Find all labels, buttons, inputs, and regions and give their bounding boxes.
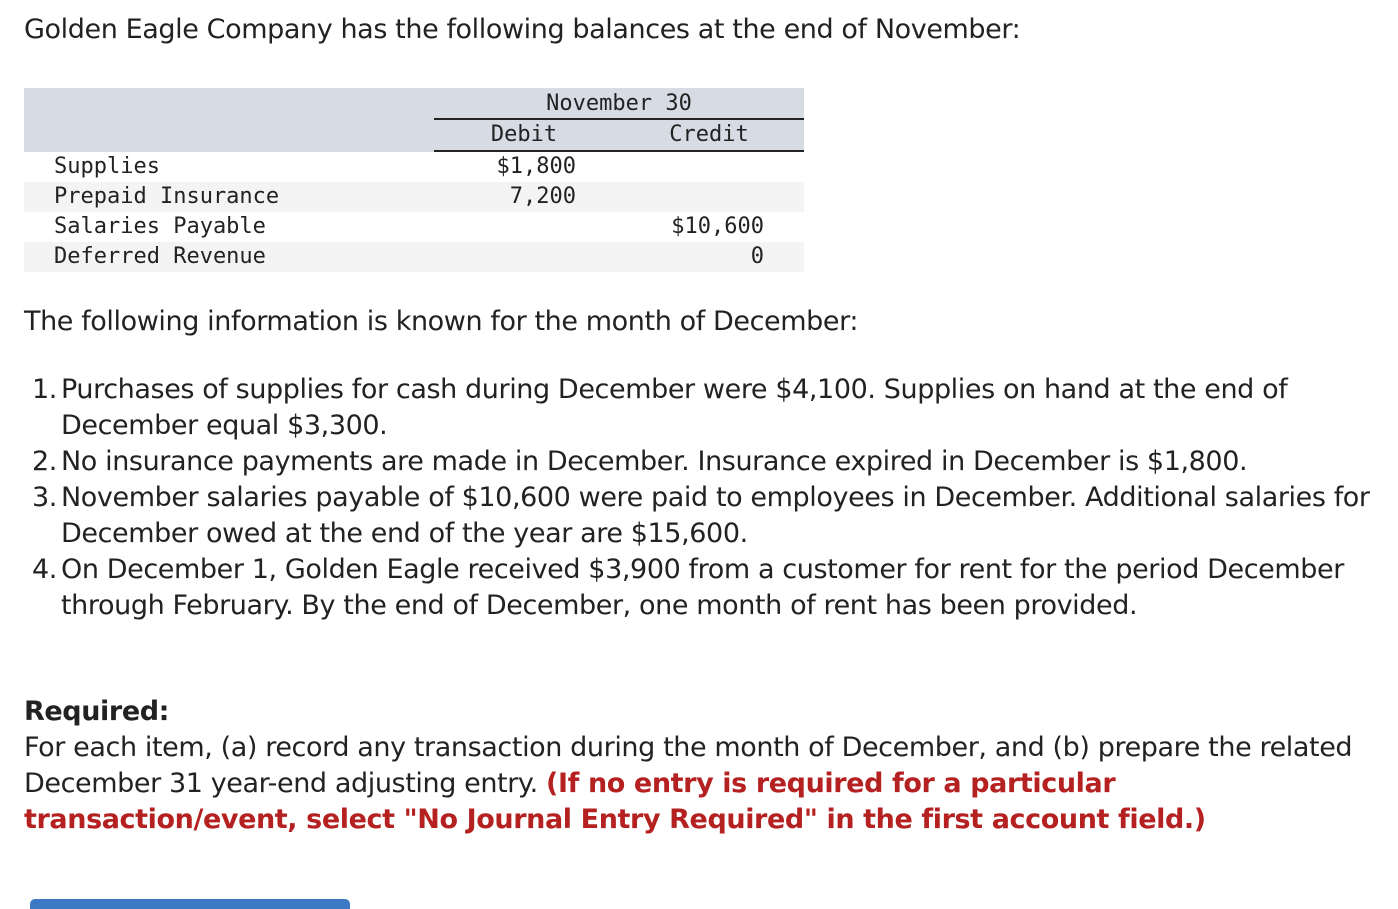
account-name: Salaries Payable [54, 214, 266, 239]
item-number: 4. [32, 554, 57, 585]
info-heading: The following information is known for the month of December: [24, 306, 859, 337]
item-number: 2. [32, 446, 57, 477]
item-number: 3. [32, 482, 57, 513]
bottom-tab[interactable] [30, 899, 350, 909]
list-item [24, 552, 1374, 624]
table-row [24, 242, 804, 272]
table-row [24, 212, 804, 242]
required-text: For each item, (a) record any transaction during the month of December, and (b) prepare the related December 31 year-end adjusting entry. [24, 732, 1353, 799]
credit-header: Credit [614, 120, 804, 152]
intro-text: Golden Eagle Company has the following balances at the end of November: [24, 14, 1021, 45]
item-number: 1. [32, 374, 57, 405]
date-header: November 30 [434, 90, 804, 120]
account-name: Deferred Revenue [54, 244, 266, 269]
item-text: On December 1, Golden Eagle received $3,900 from a customer for rent for the period December through February. By the end of December, one month of rent has been provided. [61, 554, 1344, 621]
account-name: Prepaid Insurance [54, 184, 280, 209]
credit-value: 0 [750, 244, 764, 269]
list-item [24, 480, 1374, 552]
list-item [24, 444, 1374, 480]
item-text: November salaries payable of $10,600 were paid to employees in December. Additional salaries for December owed at the end of the year are $15,600. [61, 482, 1370, 549]
credit-value: $10,600 [671, 214, 764, 239]
table-row [24, 182, 804, 212]
table-header [24, 88, 804, 152]
debit-header: Debit [434, 120, 614, 152]
required-note: (If no entry is required for a particular transaction/event, select "No Journal Entry Required" in the first account field.) [24, 768, 1206, 835]
item-list [24, 372, 1374, 624]
account-name: Supplies [54, 154, 160, 179]
debit-value: $1,800 [496, 154, 576, 179]
list-item [24, 372, 1374, 444]
item-text: Purchases of supplies for cash during December were $4,100. Supplies on hand at the end of December equal $3,300. [61, 374, 1288, 441]
table-row [24, 152, 804, 182]
item-text: No insurance payments are made in December. Insurance expired in December is $1,800. [61, 446, 1248, 477]
balance-table [24, 88, 804, 272]
required-section [24, 694, 1364, 838]
required-label: Required: [24, 696, 170, 727]
debit-value: 7,200 [509, 184, 576, 209]
